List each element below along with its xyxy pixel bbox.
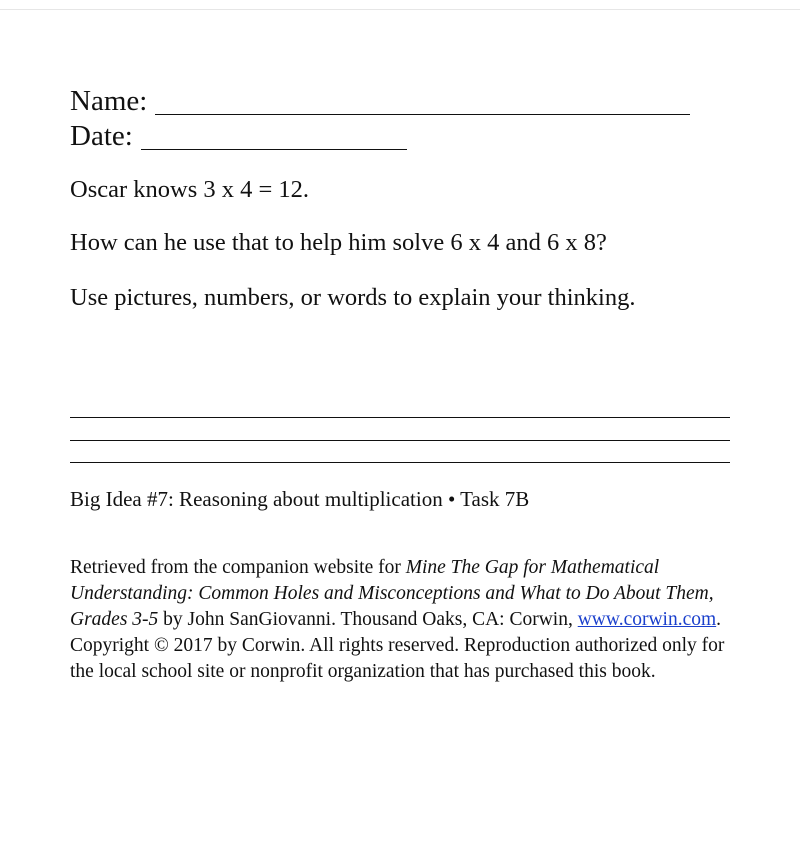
credit-prefix: Retrieved from the companion website for [70,557,406,578]
copyright-credit [70,555,730,685]
answer-line[interactable] [70,440,730,441]
prompt-instructions: Use pictures, numbers, or words to explain your thinking. [70,284,636,311]
name-label: Name: [70,85,148,117]
prompt-question: How can he use that to help him solve 6 x 4 and 6 x 8? [70,229,607,256]
credit-middle: by John SanGiovanni. Thousand Oaks, CA: Corwin, [158,609,578,630]
name-field-row [70,84,690,118]
prompt-known-fact: Oscar knows 3 x 4 = 12. [70,176,310,203]
date-field-row [70,119,407,153]
task-label: Big Idea #7: Reasoning about multiplication • Task 7B [70,487,530,511]
date-label: Date: [70,120,133,152]
credit-suffix: . Copyright © 2017 by Corwin. All rights reserved. Reproduction authorized only for the local school site or nonprofit organization that has purchased this book. [70,609,725,682]
date-blank-line[interactable] [141,148,407,150]
answer-line[interactable] [70,417,730,418]
book-title: Mine The Gap for Mathematical Understanding: Common Holes and Misconceptions and What to Do About Them, Grades 3-5 [70,557,714,630]
top-divider [0,9,800,10]
name-blank-line[interactable] [155,113,690,115]
answer-line[interactable] [70,462,730,463]
corwin-link[interactable]: www.corwin.com [577,609,717,630]
